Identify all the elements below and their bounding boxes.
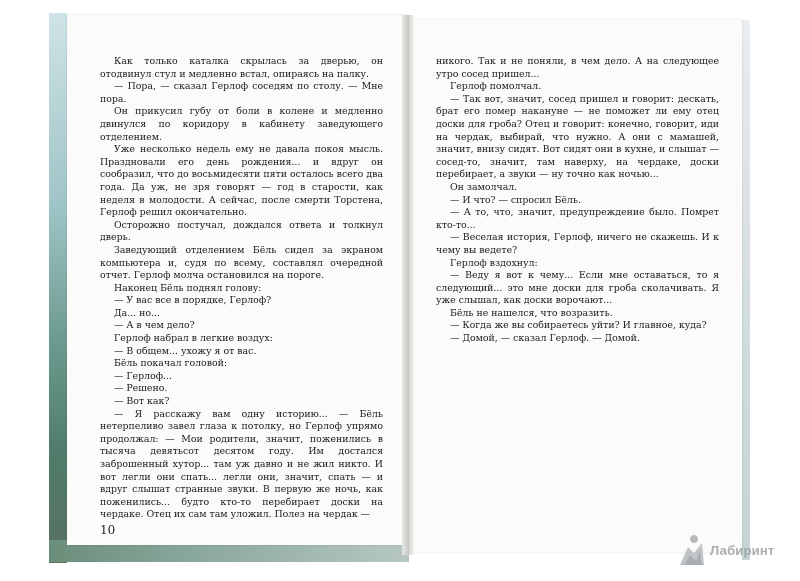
paragraph: Уже несколько недель ему не давала покоя мысль. Праздновали его день рождения... и вдруг он сообразил, что до восьмидесяти пяти осталось всего два года. Да уж, не зря говорят — год в старости, как неделя в молодости. А сейчас, после смерти Торстена, Герлоф решил окончательно. (100, 144, 383, 219)
paragraph: — Так вот, значит, сосед пришел и говорит: дескать, брат его помер накануне — не поможет ли ему отец доски для гроба? Отец и говорит: конечно, говорит, иди на чердак, выбирай, что нужно. А они с мамашей, значит, внизу сидят. Вот сидят они в кухне, и слышат — сосед-то, значит, там наверху, на чердаке, доски перебирает, а звуки — ну точно как ночью... (436, 93, 719, 181)
labirint-logo-icon (676, 533, 706, 567)
paragraph: — У вас все в порядке, Герлоф? (114, 295, 272, 307)
paragraph: Бёль не нашелся, что возразить. (450, 307, 613, 319)
paragraph: Наконец Бёль поднял голову: (114, 282, 262, 294)
right-page-text (436, 56, 719, 346)
book-cover-edge-left (49, 13, 67, 563)
paragraph: — Веду я вот к чему... Если мне оставаться, то я следующий... это мне доски для гроба сколачивать. Я уже слышал, как доски ворочают... (436, 270, 719, 307)
paragraph: — В общем... ухожу я от вас. (114, 345, 257, 357)
paragraph: — И что? — спросил Бёль. (450, 194, 581, 206)
paragraph: Да... но... (114, 307, 160, 319)
paragraph: Как только каталка скрылась за дверью, он отодвинул стул и медленно встал, опираясь на палку. (100, 56, 383, 80)
book-cover-edge-right (742, 20, 750, 560)
paragraph: — Пора, — сказал Герлоф соседям по столу. — Мне пора. (100, 81, 383, 105)
paragraph: Герлоф набрал в легкие воздух: (114, 333, 273, 345)
paragraph: — Когда же вы собираетесь уйти? И главное, куда? (450, 320, 707, 332)
watermark-text: Лабиринт (710, 542, 775, 558)
paragraph: — А то, что, значит, предупреждение было. Помрет кто-то... (436, 207, 719, 231)
paragraph: — Я расскажу вам одну историю... — Бёль нетерпеливо завел глаза к потолку, но Герлоф упрямо продолжал: — Мои родители, значит, поженились в тысяча девятьсот десятом году. Им достался заброшенный хутор... там уж давно и не жил никто. И вот легли они спать... легли они, значит, спать — и вдруг слышат странные звуки. В первую же ночь, как поженились... будто кто-то перебирает доски на чердаке. Отец их сам там уложил. Полез на чердак — (100, 408, 383, 521)
paragraph: Он замолчал. (450, 181, 518, 193)
paragraph: — А в чем дело? (114, 320, 195, 332)
paragraph: — Вот как? (114, 396, 170, 408)
watermark (676, 531, 774, 569)
paragraph: никого. Так и не поняли, в чем дело. А на следующее утро сосед пришел... (436, 56, 719, 80)
paragraph: — Домой, — сказал Герлоф. — Домой. (450, 333, 640, 345)
paragraph: Осторожно постучал, дождался ответа и толкнул дверь. (100, 219, 383, 244)
paragraph: Бёль покачал головой: (114, 358, 228, 370)
paragraph: — Решено. (114, 383, 168, 395)
page-number: 10 (100, 523, 116, 537)
paragraph: — Герлоф... (114, 370, 172, 382)
book-gutter (402, 15, 414, 555)
paragraph: Он прикусил губу от боли в колене и медленно двинулся по коридору в кабинету заведующего отделением. (100, 106, 383, 143)
paragraph: — Веселая история, Герлоф, ничего не скажешь. И к чему вы ведете? (436, 232, 719, 256)
paragraph: Герлоф вздохнул: (450, 257, 538, 269)
left-page-text (100, 56, 383, 522)
paragraph: Герлоф помолчал. (450, 81, 542, 93)
paragraph: Заведующий отделением Бёль сидел за экраном компьютера и, судя по всему, составлял очередной отчет. Герлоф молча остановился на пороге. (100, 244, 383, 282)
